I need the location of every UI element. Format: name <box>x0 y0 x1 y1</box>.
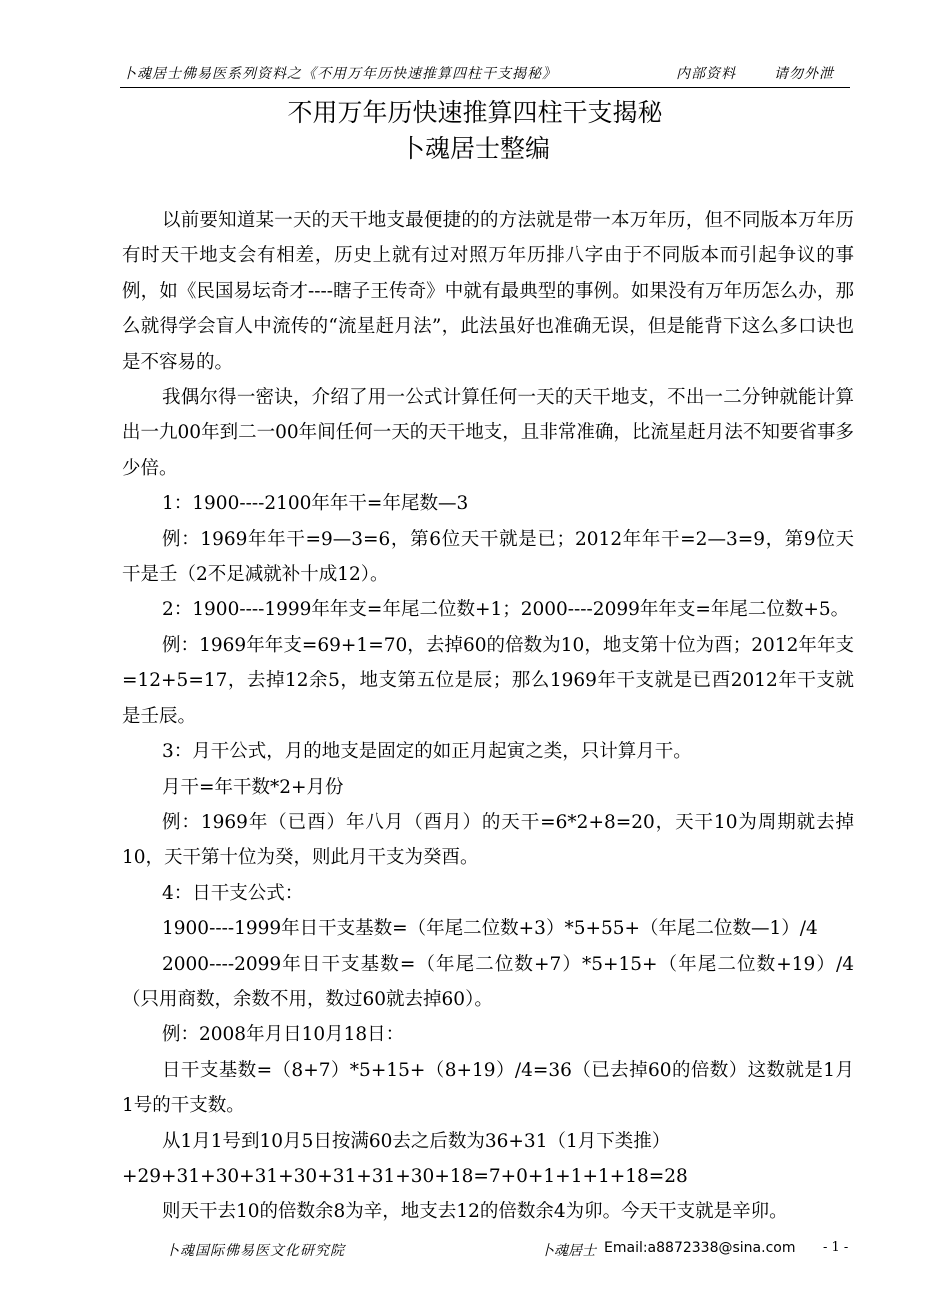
body-paragraph: 例：1969年年支=69+1=70，去掉60的倍数为10，地支第十位为酉；2012年年支=12+5=17，去掉12余5，地支第五位是辰；那么1969年干支就是已酉2012年干支就是壬辰。 <box>122 634 854 727</box>
body-paragraph: 1900----1999年日干支基数=（年尾二位数+3）*5+55+（年尾二位数—1）/4 <box>162 918 818 940</box>
body-paragraph: 以前要知道某一天的天干地支最便捷的的方法就是带一本万年历，但不同版本万年历有时天干地支会有相差，历史上就有过对照万年历排八字由于不同版本而引起争议的事例，如《民国易坛奇才----瞎子王传奇》中就有最典型的事例。如果没有万年历怎么办，那么就得学会盲人中流传的“流星赶月法”，此法虽好也准确无误，但是能背下这么多口诀也是不容易的。 <box>122 210 854 373</box>
body-paragraph: 例：1969年（已酉）年八月（酉月）的天干=6*2+8=20，天干10为周期就去掉10，天干第十位为癸，则此月干支为癸酉。 <box>122 811 854 869</box>
footer-author: 卜魂居士 <box>540 1243 596 1259</box>
body-paragraph: 从1月1号到10月5日按满60去之后数为36+31（1月下类推） <box>162 1130 671 1152</box>
body-paragraph: 例：1969年年干=9—3=6，第6位天干就是已；2012年年干=2—3=9，第9位天干是壬（2不足减就补十成12）。 <box>122 528 854 586</box>
body-paragraph: 则天干去10的倍数余8为辛，地支去12的倍数余4为卯。今天干支就是辛卯。 <box>162 1201 788 1223</box>
page-number: - 1 - <box>823 1240 849 1255</box>
body-paragraph: 月干=年干数*2+月份 <box>162 776 344 798</box>
header-no-leak-label: 请勿外泄 <box>774 66 834 82</box>
footer-email: Email:a8872338@sina.com <box>604 1240 796 1256</box>
body-paragraph: 2000----2099年日干支基数=（年尾二位数+7）*5+15+（年尾二位数+19）/4（只用商数，余数不用，数过60就去掉60）。 <box>122 953 854 1010</box>
body-paragraph: 我偶尔得一密诀，介绍了用一公式计算任何一天的天干地支，不出一二分钟就能计算出一九00年到二一00年间任何一天的天干地支，且非常准确，比流星赶月法不知要省事多少倍。 <box>122 387 854 479</box>
body-paragraph: 4：日干支公式： <box>162 882 304 904</box>
header-divider <box>120 87 850 88</box>
body-paragraph: 3：月干公式，月的地支是固定的如正月起寅之类，只计算月干。 <box>162 741 692 763</box>
body-paragraph: 例：2008年月日10月18日： <box>162 1024 405 1046</box>
page-header <box>0 63 950 85</box>
document-author: 卜魂居士整编 <box>399 134 550 163</box>
header-series-title: 卜魂居士佛易医系列资料之《不用万年历快速推算四柱干支揭秘》 <box>122 66 557 82</box>
footer-institute: 卜魂国际佛易医文化研究院 <box>165 1243 345 1259</box>
page-footer <box>0 1240 950 1260</box>
document-body <box>122 203 854 1230</box>
body-paragraph: +29+31+30+31+30+31+31+30+18=7+0+1+1+1+18=28 <box>122 1165 688 1187</box>
header-internal-label: 内部资料 <box>676 66 736 82</box>
body-paragraph: 1：1900----2100年年干=年尾数—3 <box>162 493 469 515</box>
body-paragraph: 2：1900----1999年年支=年尾二位数+1；2000----2099年年支=年尾二位数+5。 <box>162 599 850 621</box>
body-paragraph: 日干支基数=（8+7）*5+15+（8+19）/4=36（已去掉60的倍数）这数就是1月1号的干支数。 <box>122 1059 854 1117</box>
document-title: 不用万年历快速推算四柱干支揭秘 <box>287 98 663 127</box>
